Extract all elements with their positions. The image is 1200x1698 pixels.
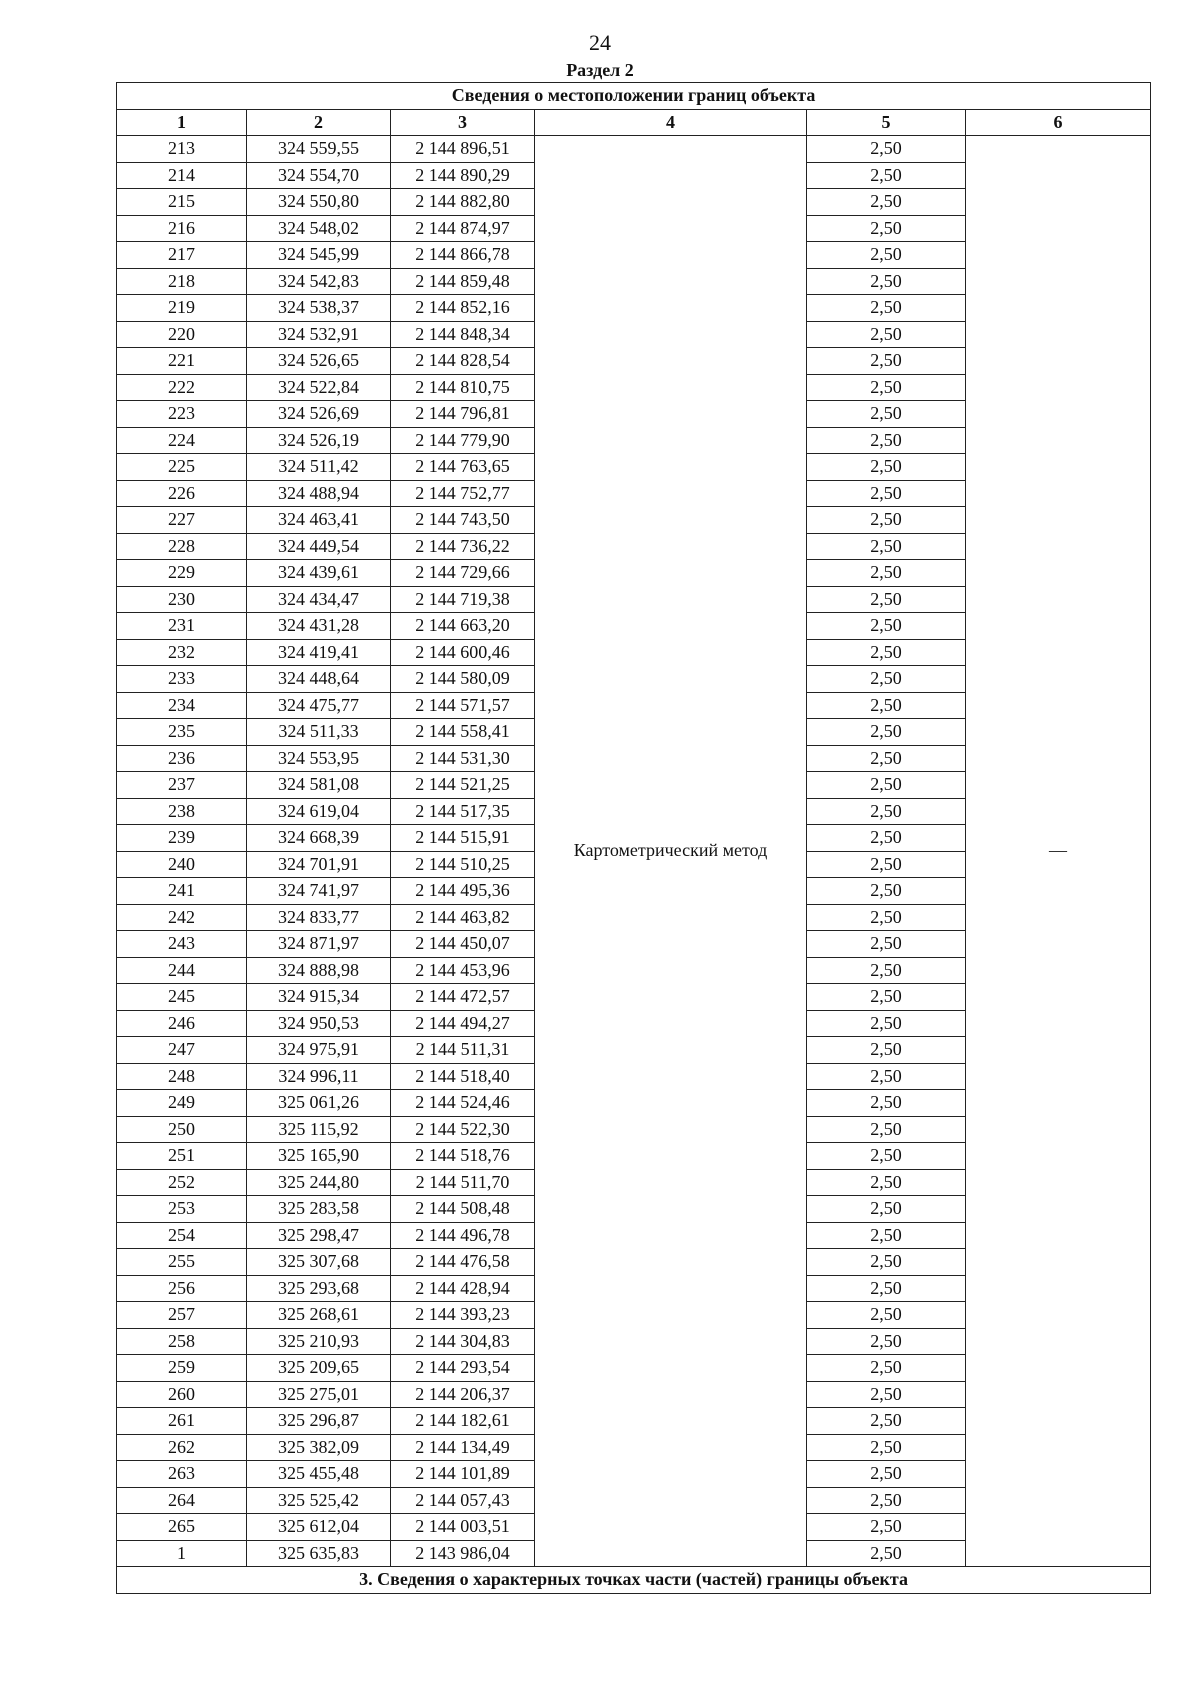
x-coordinate-cell: 325 382,09 (247, 1434, 391, 1461)
accuracy-cell: 2,50 (807, 1514, 966, 1541)
accuracy-cell: 2,50 (807, 321, 966, 348)
y-coordinate-cell: 2 144 890,29 (391, 162, 535, 189)
x-coordinate-cell: 324 526,65 (247, 348, 391, 375)
point-number-cell: 219 (117, 295, 247, 322)
point-number-cell: 252 (117, 1169, 247, 1196)
x-coordinate-cell: 324 559,55 (247, 136, 391, 163)
y-coordinate-cell: 2 144 428,94 (391, 1275, 535, 1302)
point-number-cell: 257 (117, 1302, 247, 1329)
point-number-cell: 216 (117, 215, 247, 242)
x-coordinate-cell: 324 463,41 (247, 507, 391, 534)
x-coordinate-cell: 324 434,47 (247, 586, 391, 613)
point-number-cell: 232 (117, 639, 247, 666)
point-number-cell: 240 (117, 851, 247, 878)
page-number: 24 (589, 30, 611, 55)
accuracy-cell: 2,50 (807, 666, 966, 693)
y-coordinate-cell: 2 144 495,36 (391, 878, 535, 905)
x-coordinate-cell: 324 545,99 (247, 242, 391, 269)
y-coordinate-cell: 2 144 531,30 (391, 745, 535, 772)
y-coordinate-cell: 2 144 511,31 (391, 1037, 535, 1064)
y-coordinate-cell: 2 144 522,30 (391, 1116, 535, 1143)
x-coordinate-cell: 325 307,68 (247, 1249, 391, 1276)
accuracy-cell: 2,50 (807, 1355, 966, 1382)
y-coordinate-cell: 2 144 476,58 (391, 1249, 535, 1276)
y-coordinate-cell: 2 144 510,25 (391, 851, 535, 878)
accuracy-cell: 2,50 (807, 1143, 966, 1170)
accuracy-cell: 2,50 (807, 242, 966, 269)
point-number-cell: 220 (117, 321, 247, 348)
x-coordinate-cell: 324 526,19 (247, 427, 391, 454)
y-coordinate-cell: 2 144 763,65 (391, 454, 535, 481)
y-coordinate-cell: 2 144 882,80 (391, 189, 535, 216)
accuracy-cell: 2,50 (807, 798, 966, 825)
y-coordinate-cell: 2 144 743,50 (391, 507, 535, 534)
y-coordinate-cell: 2 144 057,43 (391, 1487, 535, 1514)
accuracy-cell: 2,50 (807, 984, 966, 1011)
point-number-cell: 215 (117, 189, 247, 216)
accuracy-cell: 2,50 (807, 1487, 966, 1514)
x-coordinate-cell: 325 209,65 (247, 1355, 391, 1382)
y-coordinate-cell: 2 144 003,51 (391, 1514, 535, 1541)
x-coordinate-cell: 325 115,92 (247, 1116, 391, 1143)
point-number-cell: 243 (117, 931, 247, 958)
x-coordinate-cell: 325 525,42 (247, 1487, 391, 1514)
accuracy-cell: 2,50 (807, 586, 966, 613)
point-number-cell: 256 (117, 1275, 247, 1302)
y-coordinate-cell: 2 144 453,96 (391, 957, 535, 984)
boundary-coordinates-table (116, 82, 1151, 1594)
y-coordinate-cell: 2 144 719,38 (391, 586, 535, 613)
x-coordinate-cell: 324 522,84 (247, 374, 391, 401)
y-coordinate-cell: 2 144 463,82 (391, 904, 535, 931)
point-number-cell: 222 (117, 374, 247, 401)
y-coordinate-cell: 2 144 736,22 (391, 533, 535, 560)
point-number-cell: 223 (117, 401, 247, 428)
y-coordinate-cell: 2 144 494,27 (391, 1010, 535, 1037)
accuracy-cell: 2,50 (807, 1408, 966, 1435)
point-number-cell: 231 (117, 613, 247, 640)
point-number-cell: 264 (117, 1487, 247, 1514)
x-coordinate-cell: 325 244,80 (247, 1169, 391, 1196)
point-number-cell: 227 (117, 507, 247, 534)
accuracy-cell: 2,50 (807, 1328, 966, 1355)
table-row (117, 136, 1151, 163)
x-coordinate-cell: 324 419,41 (247, 639, 391, 666)
header-row (117, 109, 1151, 136)
x-coordinate-cell: 324 538,37 (247, 295, 391, 322)
y-coordinate-cell: 2 144 796,81 (391, 401, 535, 428)
x-coordinate-cell: 324 619,04 (247, 798, 391, 825)
x-coordinate-cell: 325 298,47 (247, 1222, 391, 1249)
column-header-2: 2 (247, 109, 391, 136)
point-number-cell: 251 (117, 1143, 247, 1170)
accuracy-cell: 2,50 (807, 957, 966, 984)
y-coordinate-cell: 2 144 134,49 (391, 1434, 535, 1461)
x-coordinate-cell: 324 581,08 (247, 772, 391, 799)
accuracy-cell: 2,50 (807, 1461, 966, 1488)
point-number-cell: 263 (117, 1461, 247, 1488)
point-number-cell: 230 (117, 586, 247, 613)
accuracy-cell: 2,50 (807, 1381, 966, 1408)
x-coordinate-cell: 324 871,97 (247, 931, 391, 958)
column-header-4: 4 (535, 109, 807, 136)
point-number-cell: 255 (117, 1249, 247, 1276)
y-coordinate-cell: 2 144 524,46 (391, 1090, 535, 1117)
accuracy-cell: 2,50 (807, 1222, 966, 1249)
point-number-cell: 249 (117, 1090, 247, 1117)
column-header-5: 5 (807, 109, 966, 136)
point-number-cell: 226 (117, 480, 247, 507)
y-coordinate-cell: 2 144 518,40 (391, 1063, 535, 1090)
accuracy-cell: 2,50 (807, 1010, 966, 1037)
accuracy-cell: 2,50 (807, 1169, 966, 1196)
y-coordinate-cell: 2 144 182,61 (391, 1408, 535, 1435)
x-coordinate-cell: 325 061,26 (247, 1090, 391, 1117)
x-coordinate-cell: 324 511,33 (247, 719, 391, 746)
x-coordinate-cell: 324 431,28 (247, 613, 391, 640)
point-number-cell: 254 (117, 1222, 247, 1249)
x-coordinate-cell: 325 293,68 (247, 1275, 391, 1302)
x-coordinate-cell: 324 550,80 (247, 189, 391, 216)
y-coordinate-cell: 2 144 663,20 (391, 613, 535, 640)
y-coordinate-cell: 2 144 558,41 (391, 719, 535, 746)
accuracy-cell: 2,50 (807, 1540, 966, 1567)
x-coordinate-cell: 325 210,93 (247, 1328, 391, 1355)
point-number-cell: 259 (117, 1355, 247, 1382)
y-coordinate-cell: 2 144 810,75 (391, 374, 535, 401)
accuracy-cell: 2,50 (807, 878, 966, 905)
point-number-cell: 247 (117, 1037, 247, 1064)
accuracy-cell: 2,50 (807, 480, 966, 507)
x-coordinate-cell: 324 668,39 (247, 825, 391, 852)
x-coordinate-cell: 324 532,91 (247, 321, 391, 348)
y-coordinate-cell: 2 144 729,66 (391, 560, 535, 587)
accuracy-cell: 2,50 (807, 427, 966, 454)
x-coordinate-cell: 324 488,94 (247, 480, 391, 507)
column-header-3: 3 (391, 109, 535, 136)
y-coordinate-cell: 2 144 866,78 (391, 242, 535, 269)
section-title: Раздел 2 (566, 60, 634, 80)
point-number-cell: 233 (117, 666, 247, 693)
point-number-cell: 244 (117, 957, 247, 984)
accuracy-cell: 2,50 (807, 719, 966, 746)
y-coordinate-cell: 2 144 779,90 (391, 427, 535, 454)
x-coordinate-cell: 325 455,48 (247, 1461, 391, 1488)
y-coordinate-cell: 2 144 393,23 (391, 1302, 535, 1329)
point-number-cell: 217 (117, 242, 247, 269)
x-coordinate-cell: 325 275,01 (247, 1381, 391, 1408)
y-coordinate-cell: 2 144 752,77 (391, 480, 535, 507)
point-number-cell: 262 (117, 1434, 247, 1461)
accuracy-cell: 2,50 (807, 374, 966, 401)
y-coordinate-cell: 2 143 986,04 (391, 1540, 535, 1567)
y-coordinate-cell: 2 144 518,76 (391, 1143, 535, 1170)
accuracy-cell: 2,50 (807, 825, 966, 852)
point-number-cell: 234 (117, 692, 247, 719)
point-number-cell: 245 (117, 984, 247, 1011)
point-number-cell: 214 (117, 162, 247, 189)
accuracy-cell: 2,50 (807, 162, 966, 189)
accuracy-cell: 2,50 (807, 772, 966, 799)
x-coordinate-cell: 325 268,61 (247, 1302, 391, 1329)
x-coordinate-cell: 324 833,77 (247, 904, 391, 931)
accuracy-cell: 2,50 (807, 1302, 966, 1329)
x-coordinate-cell: 324 439,61 (247, 560, 391, 587)
point-number-cell: 261 (117, 1408, 247, 1435)
y-coordinate-cell: 2 144 580,09 (391, 666, 535, 693)
point-number-cell: 242 (117, 904, 247, 931)
accuracy-cell: 2,50 (807, 560, 966, 587)
table-caption: Сведения о местоположении границ объекта (117, 83, 1151, 110)
x-coordinate-cell: 324 553,95 (247, 745, 391, 772)
x-coordinate-cell: 325 283,58 (247, 1196, 391, 1223)
point-number-cell: 239 (117, 825, 247, 852)
accuracy-cell: 2,50 (807, 189, 966, 216)
table-footer-section: 3. Сведения о характерных точках части (частей) границы объекта (117, 1567, 1151, 1594)
accuracy-cell: 2,50 (807, 507, 966, 534)
accuracy-cell: 2,50 (807, 295, 966, 322)
x-coordinate-cell: 324 449,54 (247, 533, 391, 560)
point-number-cell: 229 (117, 560, 247, 587)
accuracy-cell: 2,50 (807, 1063, 966, 1090)
x-coordinate-cell: 324 511,42 (247, 454, 391, 481)
accuracy-cell: 2,50 (807, 1275, 966, 1302)
accuracy-cell: 2,50 (807, 348, 966, 375)
point-number-cell: 241 (117, 878, 247, 905)
x-coordinate-cell: 324 475,77 (247, 692, 391, 719)
y-coordinate-cell: 2 144 600,46 (391, 639, 535, 666)
accuracy-cell: 2,50 (807, 851, 966, 878)
x-coordinate-cell: 324 554,70 (247, 162, 391, 189)
x-coordinate-cell: 324 448,64 (247, 666, 391, 693)
x-coordinate-cell: 324 996,11 (247, 1063, 391, 1090)
x-coordinate-cell: 324 548,02 (247, 215, 391, 242)
point-number-cell: 228 (117, 533, 247, 560)
x-coordinate-cell: 324 888,98 (247, 957, 391, 984)
point-number-cell: 246 (117, 1010, 247, 1037)
x-coordinate-cell: 324 542,83 (247, 268, 391, 295)
point-number-cell: 258 (117, 1328, 247, 1355)
description-cell: — (966, 136, 1151, 1567)
point-number-cell: 213 (117, 136, 247, 163)
point-number-cell: 248 (117, 1063, 247, 1090)
y-coordinate-cell: 2 144 517,35 (391, 798, 535, 825)
x-coordinate-cell: 325 165,90 (247, 1143, 391, 1170)
y-coordinate-cell: 2 144 450,07 (391, 931, 535, 958)
point-number-cell: 265 (117, 1514, 247, 1541)
accuracy-cell: 2,50 (807, 1037, 966, 1064)
y-coordinate-cell: 2 144 896,51 (391, 136, 535, 163)
y-coordinate-cell: 2 144 511,70 (391, 1169, 535, 1196)
accuracy-cell: 2,50 (807, 745, 966, 772)
accuracy-cell: 2,50 (807, 136, 966, 163)
x-coordinate-cell: 324 701,91 (247, 851, 391, 878)
x-coordinate-cell: 324 950,53 (247, 1010, 391, 1037)
y-coordinate-cell: 2 144 206,37 (391, 1381, 535, 1408)
y-coordinate-cell: 2 144 521,25 (391, 772, 535, 799)
accuracy-cell: 2,50 (807, 1116, 966, 1143)
point-number-cell: 221 (117, 348, 247, 375)
method-cell: Картометрический метод (535, 136, 807, 1567)
point-number-cell: 250 (117, 1116, 247, 1143)
y-coordinate-cell: 2 144 293,54 (391, 1355, 535, 1382)
x-coordinate-cell: 325 612,04 (247, 1514, 391, 1541)
y-coordinate-cell: 2 144 874,97 (391, 215, 535, 242)
y-coordinate-cell: 2 144 859,48 (391, 268, 535, 295)
x-coordinate-cell: 324 526,69 (247, 401, 391, 428)
y-coordinate-cell: 2 144 496,78 (391, 1222, 535, 1249)
point-number-cell: 253 (117, 1196, 247, 1223)
accuracy-cell: 2,50 (807, 268, 966, 295)
y-coordinate-cell: 2 144 852,16 (391, 295, 535, 322)
point-number-cell: 235 (117, 719, 247, 746)
accuracy-cell: 2,50 (807, 401, 966, 428)
x-coordinate-cell: 325 635,83 (247, 1540, 391, 1567)
accuracy-cell: 2,50 (807, 639, 966, 666)
x-coordinate-cell: 324 975,91 (247, 1037, 391, 1064)
x-coordinate-cell: 325 296,87 (247, 1408, 391, 1435)
point-number-cell: 1 (117, 1540, 247, 1567)
accuracy-cell: 2,50 (807, 533, 966, 560)
y-coordinate-cell: 2 144 515,91 (391, 825, 535, 852)
accuracy-cell: 2,50 (807, 1434, 966, 1461)
y-coordinate-cell: 2 144 472,57 (391, 984, 535, 1011)
y-coordinate-cell: 2 144 304,83 (391, 1328, 535, 1355)
accuracy-cell: 2,50 (807, 904, 966, 931)
y-coordinate-cell: 2 144 508,48 (391, 1196, 535, 1223)
y-coordinate-cell: 2 144 848,34 (391, 321, 535, 348)
accuracy-cell: 2,50 (807, 215, 966, 242)
accuracy-cell: 2,50 (807, 613, 966, 640)
accuracy-cell: 2,50 (807, 454, 966, 481)
column-header-6: 6 (966, 109, 1151, 136)
y-coordinate-cell: 2 144 828,54 (391, 348, 535, 375)
accuracy-cell: 2,50 (807, 1249, 966, 1276)
x-coordinate-cell: 324 741,97 (247, 878, 391, 905)
accuracy-cell: 2,50 (807, 1196, 966, 1223)
point-number-cell: 260 (117, 1381, 247, 1408)
point-number-cell: 225 (117, 454, 247, 481)
point-number-cell: 238 (117, 798, 247, 825)
y-coordinate-cell: 2 144 101,89 (391, 1461, 535, 1488)
column-header-1: 1 (117, 109, 247, 136)
accuracy-cell: 2,50 (807, 1090, 966, 1117)
accuracy-cell: 2,50 (807, 931, 966, 958)
y-coordinate-cell: 2 144 571,57 (391, 692, 535, 719)
x-coordinate-cell: 324 915,34 (247, 984, 391, 1011)
point-number-cell: 236 (117, 745, 247, 772)
accuracy-cell: 2,50 (807, 692, 966, 719)
point-number-cell: 224 (117, 427, 247, 454)
point-number-cell: 237 (117, 772, 247, 799)
point-number-cell: 218 (117, 268, 247, 295)
